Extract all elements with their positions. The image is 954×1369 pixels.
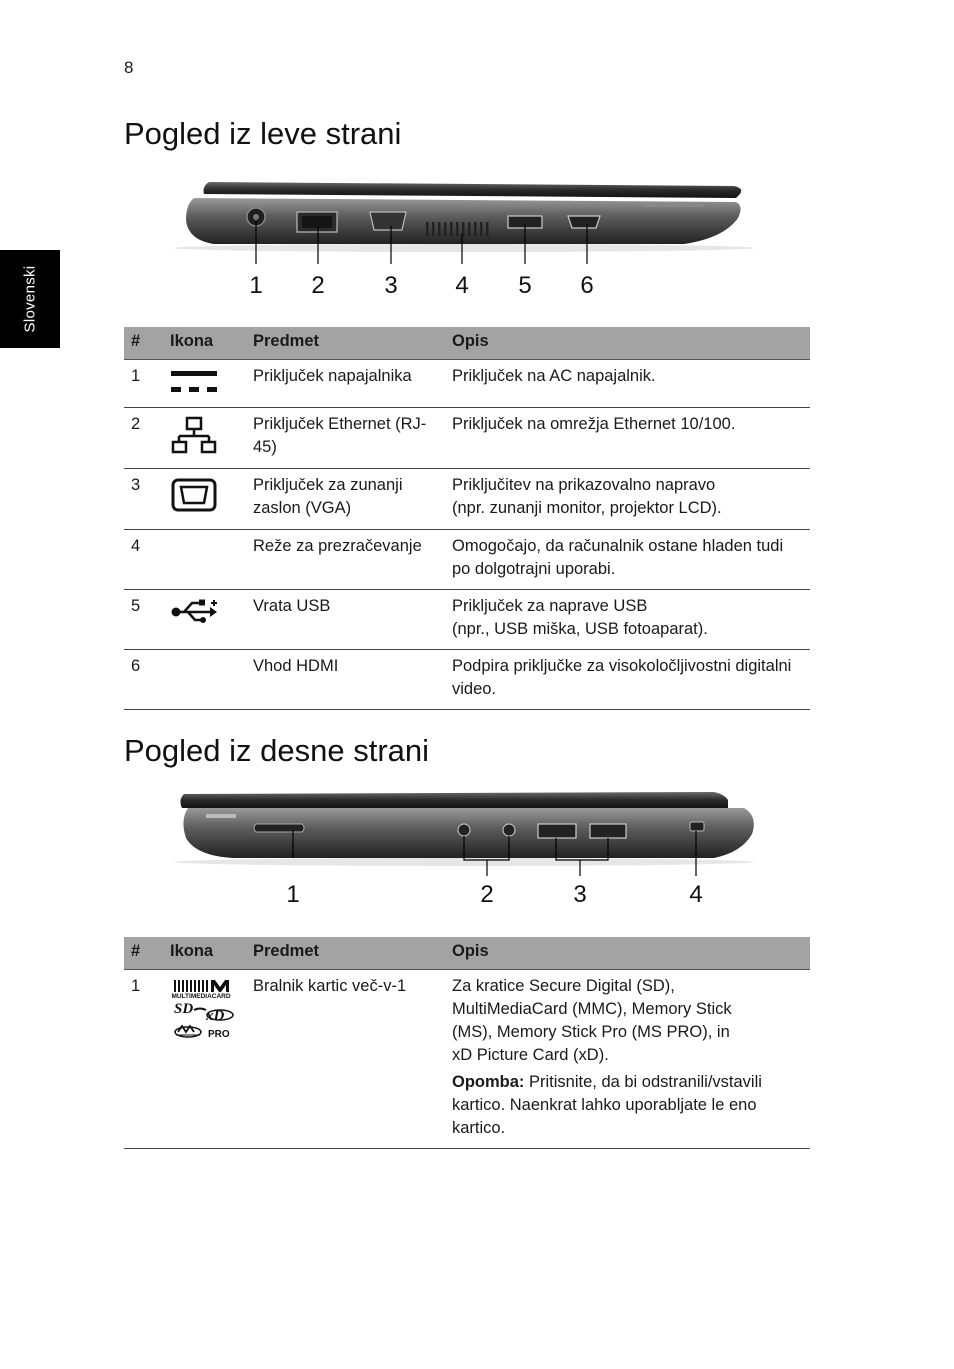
vga-icon	[170, 477, 218, 513]
row-item: Vrata USB	[246, 590, 445, 650]
description-line: Priključitev na prikazovalno napravo	[452, 476, 716, 494]
right-callout-1: 1	[286, 881, 300, 908]
row-icon-cell	[163, 970, 246, 1149]
description-line: (MS), Memory Stick Pro (MS PRO), in	[452, 1023, 730, 1041]
left-callout-6: 6	[580, 272, 594, 299]
table-row	[124, 590, 810, 650]
row-item: Priključek napajalnika	[246, 360, 445, 408]
row-icon-cell	[163, 360, 246, 408]
row-item: Priključek Ethernet (RJ-45)	[246, 408, 445, 469]
left-callout-5: 5	[518, 272, 532, 299]
header-description: Opis	[445, 327, 810, 360]
header-icon: Ikona	[163, 937, 246, 970]
language-side-tab-label: Slovenski	[21, 265, 39, 333]
row-number: 3	[124, 469, 163, 530]
row-number: 4	[124, 530, 163, 590]
row-number: 2	[124, 408, 163, 469]
left-callout-3: 3	[384, 272, 398, 299]
table-row	[124, 650, 810, 710]
language-side-tab	[0, 250, 60, 348]
note	[452, 1071, 804, 1140]
right-side-laptop-figure	[124, 786, 764, 910]
row-description	[445, 970, 810, 1149]
table-row	[124, 970, 810, 1149]
usb-icon	[170, 598, 220, 626]
row-item: Reže za prezračevanje	[246, 530, 445, 590]
left-callout-1: 1	[249, 272, 263, 299]
note-label: Opomba:	[452, 1073, 525, 1091]
row-icon-cell	[163, 590, 246, 650]
description-line: Za kratice Secure Digital (SD),	[452, 977, 675, 995]
ms-pro-logo-text: PRO	[208, 1029, 230, 1040]
left-callout-2: 2	[311, 272, 325, 299]
note-text: Pritisnite, da bi odstranili/vstavili kartico. Naenkrat lahko uporabljate le eno kartico.	[452, 1073, 762, 1137]
right-ports-table	[124, 937, 810, 1149]
row-icon-cell	[163, 650, 246, 710]
page-number: 8	[124, 58, 134, 77]
description-line: Omogočajo, da računalnik ostane hladen tudi po dolgotrajni uporabi.	[452, 537, 784, 578]
row-description	[445, 590, 810, 650]
left-callout-4: 4	[455, 272, 469, 299]
description-line: Priključek za naprave USB	[452, 597, 648, 615]
row-item: Bralnik kartic več-v-1	[246, 970, 445, 1149]
table-header-row	[124, 327, 810, 360]
right-view-title: Pogled iz desne strani	[124, 733, 430, 768]
description-line: Priključek na omrežja Ethernet 10/100.	[452, 415, 736, 433]
ethernet-icon	[170, 416, 218, 456]
row-description	[445, 530, 810, 590]
header-item: Predmet	[246, 327, 445, 360]
right-callout-2: 2	[480, 881, 494, 908]
row-description	[445, 360, 810, 408]
table-row	[124, 408, 810, 469]
header-icon: Ikona	[163, 327, 246, 360]
table-row	[124, 360, 810, 408]
row-icon-cell	[163, 530, 246, 590]
mmc-logo-text: MULTIMEDIACARD	[171, 993, 231, 1000]
description-line: (npr. zunanji monitor, projektor LCD).	[452, 499, 722, 517]
xd-logo-text: xD	[206, 1008, 225, 1024]
left-ports-table	[124, 327, 810, 710]
header-number: #	[124, 327, 163, 360]
description-line: (npr., USB miška, USB fotoaparat).	[452, 620, 708, 638]
left-side-laptop-figure	[124, 176, 764, 302]
row-icon-cell	[163, 408, 246, 469]
row-number: 1	[124, 970, 163, 1149]
right-callout-3: 3	[573, 881, 587, 908]
right-callout-4: 4	[689, 881, 703, 908]
row-item: Priključek za zunanji zaslon (VGA)	[246, 469, 445, 530]
table-row	[124, 530, 810, 590]
description-line: MultiMediaCard (MMC), Memory Stick	[452, 1000, 732, 1018]
row-item: Vhod HDMI	[246, 650, 445, 710]
power-dc-icon	[170, 368, 218, 396]
row-description	[445, 469, 810, 530]
table-row	[124, 469, 810, 530]
row-description	[445, 650, 810, 710]
row-description	[445, 408, 810, 469]
left-view-title: Pogled iz leve strani	[124, 116, 402, 151]
sd-logo-text: SD	[174, 1001, 194, 1017]
card-reader-logos-icon	[170, 978, 236, 1040]
row-number: 5	[124, 590, 163, 650]
row-icon-cell	[163, 469, 246, 530]
header-number: #	[124, 937, 163, 970]
description-line: Podpira priključke za visokoločljivostni digitalni video.	[452, 657, 792, 698]
description-line: xD Picture Card (xD).	[452, 1046, 609, 1064]
header-item: Predmet	[246, 937, 445, 970]
row-number: 6	[124, 650, 163, 710]
row-number: 1	[124, 360, 163, 408]
description-line: Priključek na AC napajalnik.	[452, 367, 656, 385]
header-description: Opis	[445, 937, 810, 970]
table-header-row	[124, 937, 810, 970]
